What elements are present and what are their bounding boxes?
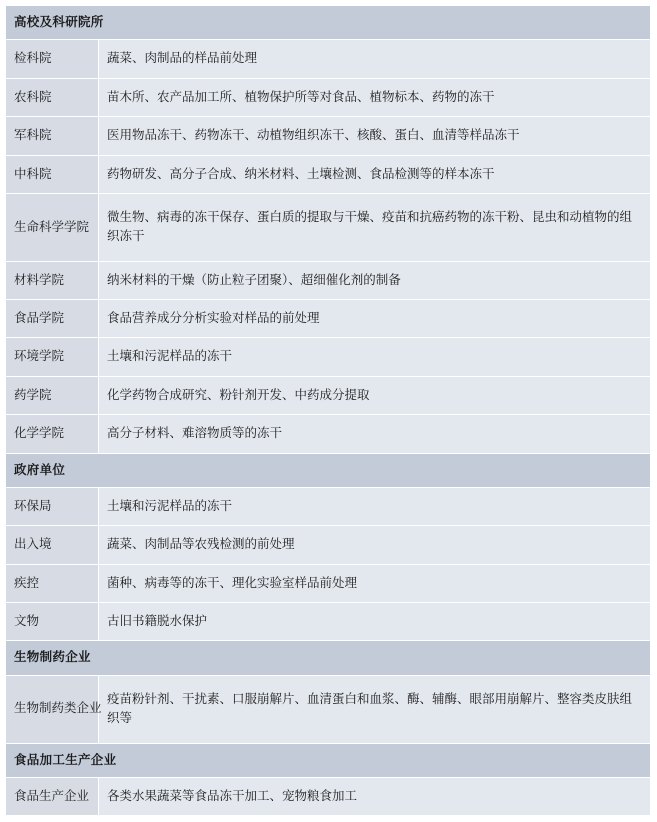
row-category: 检科院 xyxy=(6,40,99,78)
table-row xyxy=(6,777,651,815)
row-category: 药学院 xyxy=(6,376,99,414)
row-description: 各类水果蔬菜等食品冻干加工、宠物粮食加工 xyxy=(99,777,651,815)
table-row xyxy=(6,675,651,743)
table-row xyxy=(6,415,651,453)
row-description: 药物研发、高分子合成、纳米材料、土壤检测、食品检测等的样本冻干 xyxy=(99,155,651,193)
row-category: 环保局 xyxy=(6,487,99,525)
row-category: 生物制药类企业 xyxy=(6,675,99,743)
row-description: 苗木所、农产品加工所、植物保护所等对食品、植物标本、药物的冻干 xyxy=(99,78,651,116)
row-category: 疾控 xyxy=(6,564,99,602)
row-description: 古旧书籍脱水保护 xyxy=(99,603,651,641)
table-row xyxy=(6,117,651,155)
section-title: 生物制药企业 xyxy=(6,641,651,675)
row-description: 疫苗粉针剂、干扰素、口服崩解片、血清蛋白和血浆、酶、辅酶、眼部用崩解片、整容类皮肤组织等 xyxy=(99,675,651,743)
row-description: 化学药物合成研究、粉针剂开发、中药成分提取 xyxy=(99,376,651,414)
table-row xyxy=(6,526,651,564)
table-row xyxy=(6,564,651,602)
table-row xyxy=(6,40,651,78)
section-header-row xyxy=(6,6,651,40)
row-description: 纳米材料的干燥（防止粒子团聚）、超细催化剂的制备 xyxy=(99,261,651,299)
table-row xyxy=(6,487,651,525)
row-category: 食品学院 xyxy=(6,300,99,338)
table-row xyxy=(6,78,651,116)
row-description: 食品营养成分分析实验对样品的前处理 xyxy=(99,300,651,338)
section-title: 高校及科研院所 xyxy=(6,6,651,40)
section-header-row xyxy=(6,453,651,487)
row-category: 材料学院 xyxy=(6,261,99,299)
table-row xyxy=(6,155,651,193)
row-description: 医用物品冻干、药物冻干、动植物组织冻干、核酸、蛋白、血清等样品冻干 xyxy=(99,117,651,155)
row-category: 军科院 xyxy=(6,117,99,155)
row-category: 化学学院 xyxy=(6,415,99,453)
row-description: 高分子材料、难溶物质等的冻干 xyxy=(99,415,651,453)
row-description: 蔬菜、肉制品等农残检测的前处理 xyxy=(99,526,651,564)
section-header-row xyxy=(6,641,651,675)
table-row xyxy=(6,300,651,338)
row-category: 生命科学学院 xyxy=(6,193,99,261)
table-body xyxy=(6,6,651,816)
row-description: 蔬菜、肉制品的样品前处理 xyxy=(99,40,651,78)
row-category: 文物 xyxy=(6,603,99,641)
table-row xyxy=(6,193,651,261)
section-header-row xyxy=(6,743,651,777)
row-description: 菌种、病毒等的冻干、理化实验室样品前处理 xyxy=(99,564,651,602)
section-title: 食品加工生产企业 xyxy=(6,743,651,777)
table-row xyxy=(6,376,651,414)
row-description: 土壤和污泥样品的冻干 xyxy=(99,338,651,376)
table-row xyxy=(6,338,651,376)
section-title: 政府单位 xyxy=(6,453,651,487)
row-category: 农科院 xyxy=(6,78,99,116)
table-row xyxy=(6,603,651,641)
row-category: 中科院 xyxy=(6,155,99,193)
row-category: 食品生产企业 xyxy=(6,777,99,815)
row-description: 土壤和污泥样品的冻干 xyxy=(99,487,651,525)
table-row xyxy=(6,261,651,299)
row-category: 环境学院 xyxy=(6,338,99,376)
row-description: 微生物、病毒的冻干保存、蛋白质的提取与干燥、疫苗和抗癌药物的冻干粉、昆虫和动植物的组织冻干 xyxy=(99,193,651,261)
application-fields-table xyxy=(5,5,651,816)
row-category: 出入境 xyxy=(6,526,99,564)
